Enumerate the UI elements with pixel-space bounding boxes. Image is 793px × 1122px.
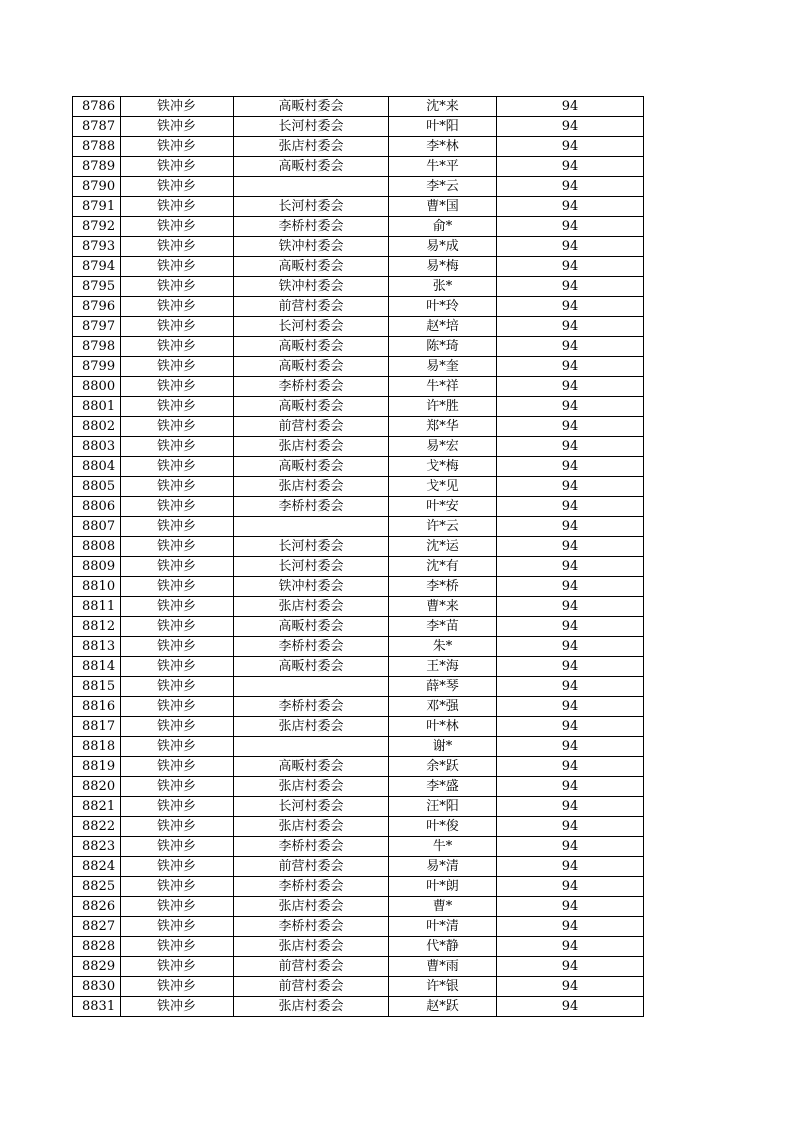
person-name-cell: 曹*国	[389, 197, 497, 217]
table-row	[73, 597, 644, 617]
person-name-cell: 易*奎	[389, 357, 497, 377]
record-id-cell: 8786	[73, 97, 121, 117]
score-cell: 94	[497, 297, 644, 317]
table-row	[73, 737, 644, 757]
table-row	[73, 917, 644, 937]
table-row	[73, 97, 644, 117]
person-name-cell: 邓*强	[389, 697, 497, 717]
score-cell: 94	[497, 657, 644, 677]
record-id-cell: 8815	[73, 677, 121, 697]
record-id-cell: 8816	[73, 697, 121, 717]
person-name-cell: 沈*来	[389, 97, 497, 117]
village-committee-cell: 前营村委会	[234, 417, 389, 437]
township-cell: 铁冲乡	[121, 177, 234, 197]
township-cell: 铁冲乡	[121, 917, 234, 937]
township-cell: 铁冲乡	[121, 337, 234, 357]
table-row	[73, 517, 644, 537]
township-cell: 铁冲乡	[121, 957, 234, 977]
township-cell: 铁冲乡	[121, 157, 234, 177]
record-id-cell: 8797	[73, 317, 121, 337]
record-id-cell: 8818	[73, 737, 121, 757]
record-id-cell: 8826	[73, 897, 121, 917]
score-cell: 94	[497, 697, 644, 717]
record-id-cell: 8824	[73, 857, 121, 877]
score-cell: 94	[497, 537, 644, 557]
score-cell: 94	[497, 857, 644, 877]
person-name-cell: 张*	[389, 277, 497, 297]
township-cell: 铁冲乡	[121, 197, 234, 217]
score-cell: 94	[497, 637, 644, 657]
village-committee-cell: 长河村委会	[234, 197, 389, 217]
score-cell: 94	[497, 797, 644, 817]
record-id-cell: 8813	[73, 637, 121, 657]
township-cell: 铁冲乡	[121, 737, 234, 757]
person-name-cell: 王*海	[389, 657, 497, 677]
record-id-cell: 8794	[73, 257, 121, 277]
table-row	[73, 697, 644, 717]
record-id-cell: 8803	[73, 437, 121, 457]
score-cell: 94	[497, 277, 644, 297]
village-committee-cell	[234, 737, 389, 757]
score-cell: 94	[497, 397, 644, 417]
score-cell: 94	[497, 257, 644, 277]
village-committee-cell: 李桥村委会	[234, 697, 389, 717]
record-id-cell: 8831	[73, 997, 121, 1017]
village-committee-cell: 李桥村委会	[234, 497, 389, 517]
township-cell: 铁冲乡	[121, 377, 234, 397]
record-id-cell: 8814	[73, 657, 121, 677]
township-cell: 铁冲乡	[121, 937, 234, 957]
person-name-cell: 薛*琴	[389, 677, 497, 697]
record-id-cell: 8789	[73, 157, 121, 177]
village-committee-cell: 长河村委会	[234, 797, 389, 817]
person-name-cell: 朱*	[389, 637, 497, 657]
village-committee-cell: 张店村委会	[234, 817, 389, 837]
township-cell: 铁冲乡	[121, 757, 234, 777]
person-name-cell: 叶*俊	[389, 817, 497, 837]
township-cell: 铁冲乡	[121, 557, 234, 577]
person-name-cell: 牛*	[389, 837, 497, 857]
record-id-cell: 8796	[73, 297, 121, 317]
township-cell: 铁冲乡	[121, 837, 234, 857]
village-committee-cell: 前营村委会	[234, 297, 389, 317]
table-row	[73, 777, 644, 797]
score-cell: 94	[497, 737, 644, 757]
score-cell: 94	[497, 577, 644, 597]
person-name-cell: 赵*培	[389, 317, 497, 337]
record-id-cell: 8823	[73, 837, 121, 857]
township-cell: 铁冲乡	[121, 357, 234, 377]
table-row	[73, 397, 644, 417]
score-cell: 94	[497, 177, 644, 197]
score-cell: 94	[497, 197, 644, 217]
person-name-cell: 李*林	[389, 137, 497, 157]
score-cell: 94	[497, 617, 644, 637]
table-row	[73, 617, 644, 637]
village-committee-cell: 高畈村委会	[234, 457, 389, 477]
village-committee-cell: 高畈村委会	[234, 357, 389, 377]
village-committee-cell: 张店村委会	[234, 477, 389, 497]
township-cell: 铁冲乡	[121, 257, 234, 277]
score-cell: 94	[497, 217, 644, 237]
record-id-cell: 8788	[73, 137, 121, 157]
person-name-cell: 叶*安	[389, 497, 497, 517]
table-row	[73, 657, 644, 677]
township-cell: 铁冲乡	[121, 797, 234, 817]
person-name-cell: 叶*林	[389, 717, 497, 737]
table-row	[73, 457, 644, 477]
village-committee-cell: 李桥村委会	[234, 877, 389, 897]
table-row	[73, 257, 644, 277]
score-cell: 94	[497, 597, 644, 617]
score-cell: 94	[497, 937, 644, 957]
township-cell: 铁冲乡	[121, 217, 234, 237]
person-name-cell: 曹*来	[389, 597, 497, 617]
person-name-cell: 叶*清	[389, 917, 497, 937]
township-cell: 铁冲乡	[121, 457, 234, 477]
person-name-cell: 易*成	[389, 237, 497, 257]
table-row	[73, 757, 644, 777]
table-row	[73, 157, 644, 177]
person-name-cell: 许*云	[389, 517, 497, 537]
person-name-cell: 叶*朗	[389, 877, 497, 897]
village-committee-cell: 高畈村委会	[234, 97, 389, 117]
township-cell: 铁冲乡	[121, 897, 234, 917]
person-name-cell: 戈*见	[389, 477, 497, 497]
record-id-cell: 8792	[73, 217, 121, 237]
table-row	[73, 977, 644, 997]
township-cell: 铁冲乡	[121, 577, 234, 597]
person-name-cell: 郑*华	[389, 417, 497, 437]
table-row	[73, 497, 644, 517]
record-id-cell: 8830	[73, 977, 121, 997]
table-row	[73, 717, 644, 737]
person-name-cell: 沈*有	[389, 557, 497, 577]
score-cell: 94	[497, 117, 644, 137]
person-name-cell: 陈*琦	[389, 337, 497, 357]
person-name-cell: 易*宏	[389, 437, 497, 457]
village-committee-cell: 长河村委会	[234, 557, 389, 577]
table-row	[73, 937, 644, 957]
person-name-cell: 沈*运	[389, 537, 497, 557]
township-cell: 铁冲乡	[121, 977, 234, 997]
village-committee-cell: 张店村委会	[234, 597, 389, 617]
village-committee-cell	[234, 517, 389, 537]
village-committee-cell: 长河村委会	[234, 117, 389, 137]
table-row	[73, 857, 644, 877]
table-row	[73, 677, 644, 697]
village-committee-cell: 前营村委会	[234, 857, 389, 877]
score-cell: 94	[497, 237, 644, 257]
village-committee-cell: 高畈村委会	[234, 337, 389, 357]
township-cell: 铁冲乡	[121, 537, 234, 557]
record-id-cell: 8809	[73, 557, 121, 577]
village-committee-cell: 高畈村委会	[234, 157, 389, 177]
score-cell: 94	[497, 97, 644, 117]
score-cell: 94	[497, 497, 644, 517]
person-name-cell: 易*梅	[389, 257, 497, 277]
table-row	[73, 817, 644, 837]
table-row	[73, 837, 644, 857]
record-table-body	[73, 97, 644, 1017]
table-row	[73, 277, 644, 297]
village-committee-cell: 张店村委会	[234, 937, 389, 957]
table-row	[73, 317, 644, 337]
score-cell: 94	[497, 757, 644, 777]
record-id-cell: 8810	[73, 577, 121, 597]
table-row	[73, 477, 644, 497]
score-cell: 94	[497, 717, 644, 737]
score-cell: 94	[497, 677, 644, 697]
table-row	[73, 797, 644, 817]
score-cell: 94	[497, 457, 644, 477]
table-row	[73, 117, 644, 137]
record-id-cell: 8798	[73, 337, 121, 357]
record-id-cell: 8804	[73, 457, 121, 477]
record-table	[72, 96, 644, 1017]
village-committee-cell: 张店村委会	[234, 137, 389, 157]
record-id-cell: 8805	[73, 477, 121, 497]
record-id-cell: 8821	[73, 797, 121, 817]
score-cell: 94	[497, 137, 644, 157]
township-cell: 铁冲乡	[121, 617, 234, 637]
record-id-cell: 8790	[73, 177, 121, 197]
person-name-cell: 代*静	[389, 937, 497, 957]
village-committee-cell: 李桥村委会	[234, 917, 389, 937]
township-cell: 铁冲乡	[121, 637, 234, 657]
person-name-cell: 牛*平	[389, 157, 497, 177]
score-cell: 94	[497, 157, 644, 177]
township-cell: 铁冲乡	[121, 777, 234, 797]
score-cell: 94	[497, 477, 644, 497]
record-id-cell: 8793	[73, 237, 121, 257]
township-cell: 铁冲乡	[121, 877, 234, 897]
person-name-cell: 俞*	[389, 217, 497, 237]
score-cell: 94	[497, 377, 644, 397]
person-name-cell: 曹*	[389, 897, 497, 917]
table-row	[73, 197, 644, 217]
score-cell: 94	[497, 437, 644, 457]
village-committee-cell: 李桥村委会	[234, 217, 389, 237]
township-cell: 铁冲乡	[121, 477, 234, 497]
person-name-cell: 李*云	[389, 177, 497, 197]
score-cell: 94	[497, 997, 644, 1017]
record-id-cell: 8825	[73, 877, 121, 897]
township-cell: 铁冲乡	[121, 717, 234, 737]
village-committee-cell: 高畈村委会	[234, 257, 389, 277]
record-id-cell: 8828	[73, 937, 121, 957]
table-row	[73, 217, 644, 237]
record-id-cell: 8800	[73, 377, 121, 397]
table-row	[73, 357, 644, 377]
score-cell: 94	[497, 817, 644, 837]
score-cell: 94	[497, 897, 644, 917]
village-committee-cell: 张店村委会	[234, 717, 389, 737]
record-id-cell: 8829	[73, 957, 121, 977]
village-committee-cell: 张店村委会	[234, 437, 389, 457]
record-id-cell: 8817	[73, 717, 121, 737]
township-cell: 铁冲乡	[121, 397, 234, 417]
record-id-cell: 8795	[73, 277, 121, 297]
score-cell: 94	[497, 317, 644, 337]
person-name-cell: 叶*阳	[389, 117, 497, 137]
table-row	[73, 637, 644, 657]
township-cell: 铁冲乡	[121, 817, 234, 837]
township-cell: 铁冲乡	[121, 657, 234, 677]
record-id-cell: 8820	[73, 777, 121, 797]
village-committee-cell: 高畈村委会	[234, 617, 389, 637]
record-id-cell: 8819	[73, 757, 121, 777]
township-cell: 铁冲乡	[121, 677, 234, 697]
township-cell: 铁冲乡	[121, 137, 234, 157]
table-row	[73, 237, 644, 257]
record-id-cell: 8807	[73, 517, 121, 537]
score-cell: 94	[497, 957, 644, 977]
table-row	[73, 297, 644, 317]
person-name-cell: 汪*阳	[389, 797, 497, 817]
table-row	[73, 437, 644, 457]
township-cell: 铁冲乡	[121, 317, 234, 337]
score-cell: 94	[497, 917, 644, 937]
person-name-cell: 许*银	[389, 977, 497, 997]
record-id-cell: 8808	[73, 537, 121, 557]
village-committee-cell: 长河村委会	[234, 317, 389, 337]
record-id-cell: 8806	[73, 497, 121, 517]
score-cell: 94	[497, 337, 644, 357]
person-name-cell: 许*胜	[389, 397, 497, 417]
table-row	[73, 997, 644, 1017]
person-name-cell: 李*苗	[389, 617, 497, 637]
person-name-cell: 李*桥	[389, 577, 497, 597]
township-cell: 铁冲乡	[121, 437, 234, 457]
table-row	[73, 577, 644, 597]
township-cell: 铁冲乡	[121, 997, 234, 1017]
score-cell: 94	[497, 777, 644, 797]
table-row	[73, 957, 644, 977]
score-cell: 94	[497, 837, 644, 857]
village-committee-cell: 铁冲村委会	[234, 577, 389, 597]
person-name-cell: 赵*跃	[389, 997, 497, 1017]
village-committee-cell	[234, 177, 389, 197]
score-cell: 94	[497, 417, 644, 437]
record-id-cell: 8822	[73, 817, 121, 837]
table-row	[73, 177, 644, 197]
record-id-cell: 8801	[73, 397, 121, 417]
person-name-cell: 谢*	[389, 737, 497, 757]
table-row	[73, 417, 644, 437]
village-committee-cell	[234, 677, 389, 697]
village-committee-cell: 李桥村委会	[234, 377, 389, 397]
village-committee-cell: 铁冲村委会	[234, 237, 389, 257]
township-cell: 铁冲乡	[121, 597, 234, 617]
township-cell: 铁冲乡	[121, 237, 234, 257]
table-row	[73, 537, 644, 557]
score-cell: 94	[497, 357, 644, 377]
village-committee-cell: 高畈村委会	[234, 757, 389, 777]
village-committee-cell: 前营村委会	[234, 977, 389, 997]
score-cell: 94	[497, 557, 644, 577]
township-cell: 铁冲乡	[121, 697, 234, 717]
record-id-cell: 8787	[73, 117, 121, 137]
table-row	[73, 877, 644, 897]
township-cell: 铁冲乡	[121, 857, 234, 877]
table-row	[73, 557, 644, 577]
person-name-cell: 李*盛	[389, 777, 497, 797]
table-row	[73, 897, 644, 917]
village-committee-cell: 张店村委会	[234, 997, 389, 1017]
village-committee-cell: 李桥村委会	[234, 837, 389, 857]
record-id-cell: 8811	[73, 597, 121, 617]
township-cell: 铁冲乡	[121, 97, 234, 117]
table-row	[73, 377, 644, 397]
township-cell: 铁冲乡	[121, 417, 234, 437]
township-cell: 铁冲乡	[121, 277, 234, 297]
village-committee-cell: 高畈村委会	[234, 397, 389, 417]
village-committee-cell: 张店村委会	[234, 897, 389, 917]
record-id-cell: 8827	[73, 917, 121, 937]
village-committee-cell: 前营村委会	[234, 957, 389, 977]
person-name-cell: 曹*雨	[389, 957, 497, 977]
village-committee-cell: 张店村委会	[234, 777, 389, 797]
person-name-cell: 牛*祥	[389, 377, 497, 397]
score-cell: 94	[497, 517, 644, 537]
record-id-cell: 8791	[73, 197, 121, 217]
village-committee-cell: 铁冲村委会	[234, 277, 389, 297]
township-cell: 铁冲乡	[121, 517, 234, 537]
score-cell: 94	[497, 877, 644, 897]
village-committee-cell: 高畈村委会	[234, 657, 389, 677]
record-id-cell: 8812	[73, 617, 121, 637]
village-committee-cell: 李桥村委会	[234, 637, 389, 657]
table-row	[73, 337, 644, 357]
township-cell: 铁冲乡	[121, 497, 234, 517]
person-name-cell: 戈*梅	[389, 457, 497, 477]
person-name-cell: 余*跃	[389, 757, 497, 777]
township-cell: 铁冲乡	[121, 117, 234, 137]
person-name-cell: 易*清	[389, 857, 497, 877]
township-cell: 铁冲乡	[121, 297, 234, 317]
village-committee-cell: 长河村委会	[234, 537, 389, 557]
record-id-cell: 8802	[73, 417, 121, 437]
person-name-cell: 叶*玲	[389, 297, 497, 317]
record-id-cell: 8799	[73, 357, 121, 377]
score-cell: 94	[497, 977, 644, 997]
table-row	[73, 137, 644, 157]
